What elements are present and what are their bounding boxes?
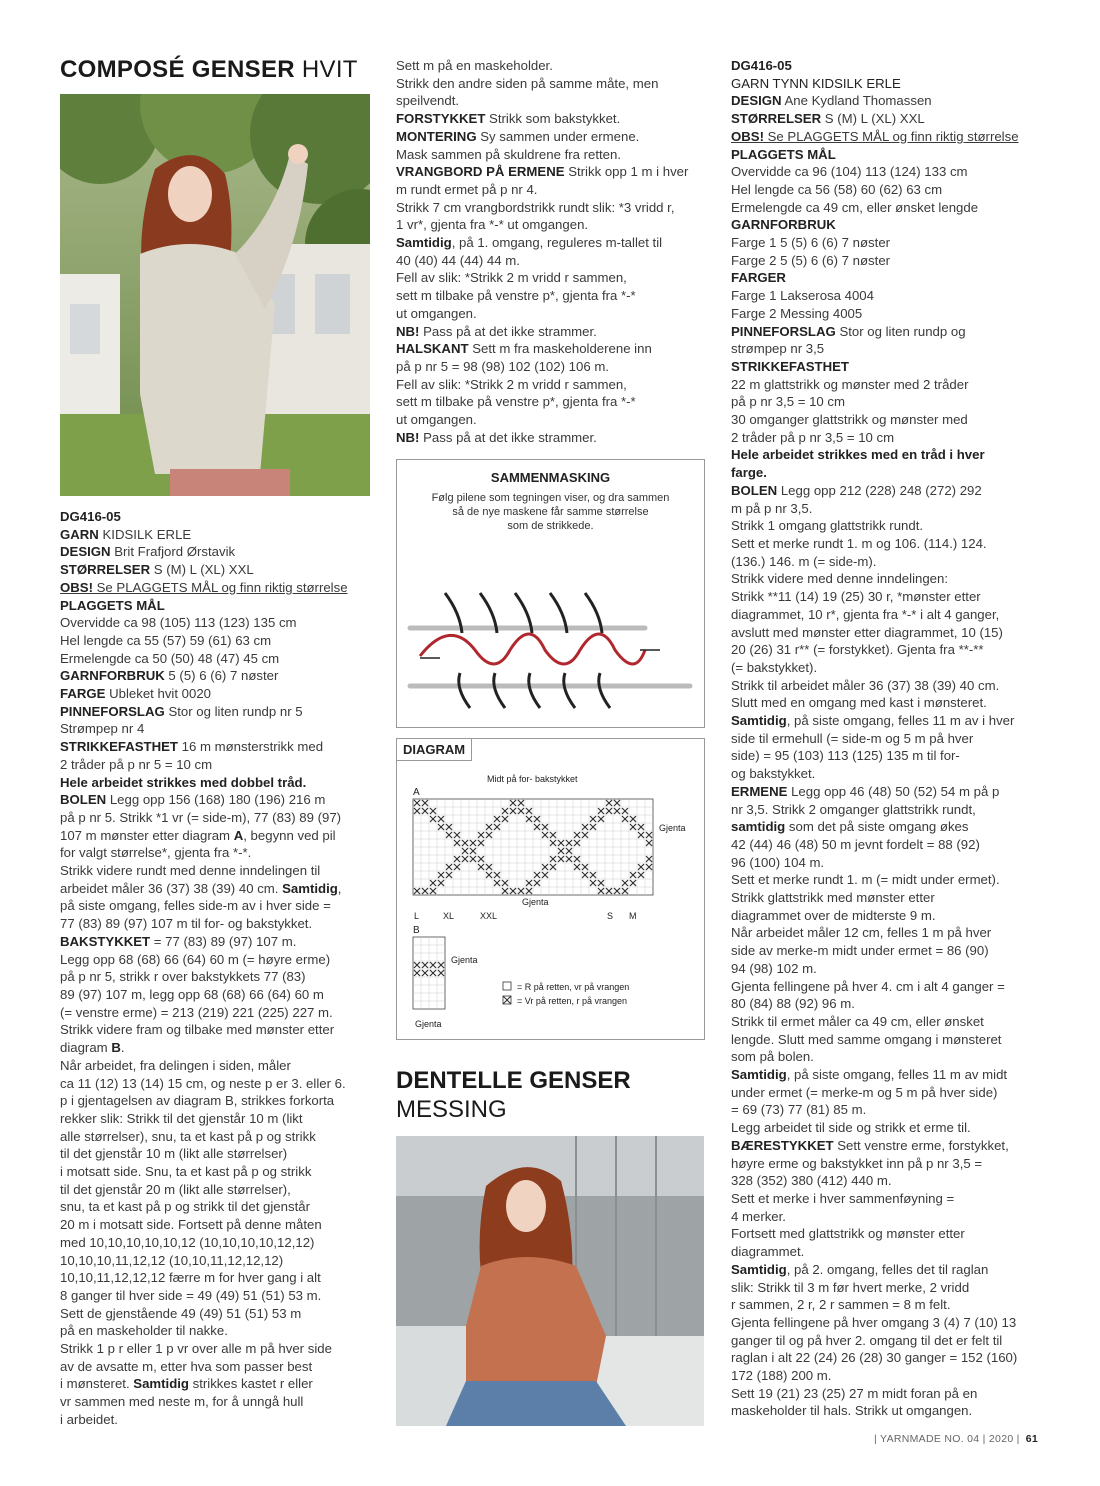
cuff-line: m rundt ermet på p nr 4. bbox=[396, 181, 538, 197]
grafting-yarn bbox=[420, 634, 645, 664]
instruction-line: alle størrelser), snu, ta et kast på p og strikk bbox=[60, 1128, 316, 1144]
yoke-line: BÆRESTYKKET Sett venstre erme, forstykket, bbox=[731, 1137, 1009, 1153]
body-line: avslutt med mønster etter diagrammet, 10 (15) bbox=[731, 624, 1003, 640]
assembly-line: MONTERING Sy sammen under ermene. bbox=[396, 128, 640, 144]
measurement-line: Ermelengde ca 49 cm, eller ønsket lengde bbox=[731, 199, 979, 215]
photo-compose-sweater bbox=[60, 94, 370, 496]
sizes-line: STØRRELSER S (M) L (XL) XXL bbox=[731, 111, 925, 127]
neckband-line: HALSKANT Sett m fra maskeholderene inn bbox=[396, 341, 652, 357]
color-line: Farge 2 Messing 4005 bbox=[731, 305, 863, 321]
diagram-mid-label: Midt på for- bakstykket bbox=[487, 774, 578, 784]
grafting-caption-line: så de nye maskene får samme størrelse bbox=[452, 506, 649, 518]
body-line: Strikk **11 (14) 19 (25) 30 r, *mønster etter bbox=[731, 589, 981, 605]
instruction-line: vr sammen med neste m, for å unngå hull bbox=[60, 1394, 304, 1410]
needles-line: PINNEFORSLAG Stor og liten rundp nr 5 bbox=[60, 703, 303, 719]
yoke-line: Sett et merke i hver sammenføyning = bbox=[731, 1191, 955, 1206]
dentelle-title-light: MESSING bbox=[396, 1096, 507, 1123]
back-line: 89 (97) 107 m, legg opp 68 (68) 66 (64) 60 m bbox=[60, 986, 324, 1002]
sleeves-line: 80 (84) 88 (92) 96 m. bbox=[731, 996, 855, 1012]
sleeves-line: Sett et merke rundt 1. m (= midt under ermet). bbox=[731, 872, 1000, 888]
yoke-line: Samtidig, på 2. omgang, felles det til raglan bbox=[731, 1261, 989, 1277]
grafting-title: SAMMENMASKING bbox=[490, 470, 611, 485]
photo-compose-sweater-image bbox=[60, 94, 370, 496]
measurement-line: Ermelengde ca 50 (50) 48 (47) 45 cm bbox=[60, 650, 280, 666]
gauge-line: 2 tråder på p nr 5 = 10 cm bbox=[60, 756, 213, 772]
body-line: 20 (26) 31 r** (= forstykket). Gjenta fra **-** bbox=[731, 642, 984, 658]
sleeves-line: nr 3,5. Strikk 2 omganger glattstrikk rundt, bbox=[731, 801, 976, 817]
body-line: på p nr 5. Strikk *1 vr (= side-m), 77 (83) 89 (97) bbox=[60, 809, 342, 825]
body-line: på siste omgang, felles side-m av i hver side = bbox=[60, 898, 331, 914]
instruction-line: Sett de gjenstående 49 (49) 51 (51) 53 m bbox=[60, 1305, 302, 1321]
yarn-usage-line: GARNFORBRUK 5 (5) 6 (6) 7 nøster bbox=[60, 668, 279, 684]
neckband-line: Fell av slik: *Strikk 2 m vridd r sammen, bbox=[396, 376, 627, 392]
instruction-line: på en maskeholder til nakke. bbox=[60, 1323, 228, 1339]
yoke-line: høyre erme og bakstykket inn på p nr 3,5 = bbox=[731, 1155, 983, 1171]
sleeves-line: ERMENE Legg opp 46 (48) 50 (52) 54 m på p bbox=[731, 783, 1000, 799]
diagram-b-grid bbox=[413, 937, 445, 1009]
note-line: NB! Pass på at det ikke strammer. bbox=[396, 429, 597, 445]
front-line: FORSTYKKET Strikk som bakstykket. bbox=[396, 111, 621, 127]
footer-publication: | YARNMADE NO. 04 | 2020 | bbox=[873, 1433, 1020, 1445]
yoke-line: raglan i alt 22 (24) 26 (28) 30 ganger = 152 (160) bbox=[731, 1350, 1018, 1366]
obs-line: OBS! Se PLAGGETS MÅL og finn riktig størrelse bbox=[731, 128, 1019, 144]
sleeves-line: 96 (100) 104 m. bbox=[731, 854, 825, 870]
instruction-line: i motsatt side. Snu, ta et kast på p og strikk bbox=[60, 1164, 312, 1180]
body-line: Strikk videre rundt med denne inndelingen til bbox=[60, 863, 321, 879]
body-line: for valgt størrelse*, gjenta fra *-*. bbox=[60, 845, 252, 861]
design-line: DESIGN Brit Frafjord Ørstavik bbox=[60, 544, 236, 560]
back-line: Strikk videre fram og tilbake med mønster etter bbox=[60, 1022, 335, 1038]
instruction-line: 10,10,11,12,12,12 færre m for hver gang i alt bbox=[60, 1270, 321, 1286]
yoke-line: r sammen, 2 r, 2 r sammen = 8 m felt. bbox=[731, 1297, 951, 1313]
instruction-line: rekker slik: Strikk til det gjenstår 10 m (likt bbox=[60, 1110, 303, 1126]
gauge-line: STRIKKEFASTHET 16 m mønsterstrikk med bbox=[60, 739, 324, 755]
finish-line: speilvendt. bbox=[396, 93, 460, 109]
measurement-line: Overvidde ca 96 (104) 113 (124) 133 cm bbox=[731, 164, 968, 180]
diagram-b-label: B bbox=[413, 925, 420, 936]
yoke-line: slik: Strikk til 3 m før hvert merke, 2 vridd bbox=[731, 1279, 970, 1295]
body-line: (= bakstykket). bbox=[731, 659, 818, 675]
page-number: 61 bbox=[1025, 1433, 1038, 1445]
yoke-line: ganger til og på hver 2. omgang til det er felt til bbox=[731, 1332, 1003, 1348]
size-label: XL bbox=[443, 911, 455, 921]
yoke-line: Fortsett med glattstrikk og mønster etter bbox=[731, 1226, 965, 1242]
page-footer bbox=[874, 1433, 1038, 1445]
body-line: arbeidet måler 36 (37) 38 (39) 40 cm. Samtidig, bbox=[60, 880, 342, 896]
needles-line: strømpep nr 3,5 bbox=[731, 341, 825, 357]
size-label: L bbox=[414, 911, 420, 921]
sleeves-line: under ermet (= merke-m og 5 m på hver side) bbox=[731, 1084, 998, 1100]
cuff-line: Strikk 7 cm vrangbordstrikk rundt slik: *3 vridd r, bbox=[396, 199, 675, 215]
diagram-box bbox=[396, 738, 705, 1040]
instruction-line: med 10,10,10,10,10,12 (10,10,10,10,12,12) bbox=[60, 1234, 315, 1250]
back-line: Legg opp 68 (68) 66 (64) 60 m (= høyre erme) bbox=[60, 951, 331, 967]
single-yarn-note: Hele arbeidet strikkes med en tråd i hver bbox=[731, 447, 985, 463]
sleeves-line: diagrammet over de midterste 9 m. bbox=[731, 907, 936, 923]
measurements-heading: PLAGGETS MÅL bbox=[60, 597, 165, 613]
sleeves-line: Samtidig, på siste omgang, felles 11 m av midt bbox=[731, 1067, 1008, 1083]
instruction-line: Strikk 1 p r eller 1 p vr over alle m på hver side bbox=[60, 1341, 332, 1357]
single-yarn-note: farge. bbox=[731, 465, 767, 481]
legend-knit-swatch bbox=[503, 982, 511, 990]
yarn-usage-line: Farge 1 5 (5) 6 (6) 7 nøster bbox=[731, 235, 891, 251]
sleeves-line: 94 (98) 102 m. bbox=[731, 960, 817, 976]
body-line: BOLEN Legg opp 212 (228) 248 (272) 292 bbox=[731, 482, 982, 498]
instruction-line: til det gjenstår 10 m (likt alle størrelser) bbox=[60, 1146, 288, 1162]
needles-line: Strømpep nr 4 bbox=[60, 721, 145, 737]
diagram-repeat-label: Gjenta bbox=[659, 823, 686, 833]
instruction-line: Når arbeidet, fra delingen i siden, måler bbox=[60, 1057, 291, 1073]
instruction-line: ca 11 (12) 13 (14) 15 cm, og neste p er 3. eller 6. bbox=[60, 1075, 346, 1091]
measurement-line: Hel lengde ca 56 (58) 60 (62) 63 cm bbox=[731, 181, 943, 197]
sleeves-line: 42 (44) 46 (48) 50 m jevnt fordelt = 88 (92) bbox=[731, 836, 980, 852]
instruction-line: 20 m i motsatt side. Fortsett på denne måten bbox=[60, 1217, 322, 1233]
sleeves-line: side av merke-m midt under ermet = 86 (90) bbox=[731, 943, 989, 959]
yoke-line: 4 merker. bbox=[731, 1208, 786, 1224]
yarn-usage-heading: GARNFORBRUK bbox=[731, 217, 836, 233]
pattern-code: DG416-05 bbox=[60, 509, 121, 524]
neckband-line: sett m tilbake på venstre p*, gjenta fra *-* bbox=[396, 394, 636, 410]
design-line: DESIGN Ane Kydland Thomassen bbox=[731, 93, 932, 109]
gauge-line: 2 tråder på p nr 3,5 = 10 cm bbox=[731, 429, 895, 445]
measurements-heading: PLAGGETS MÅL bbox=[731, 146, 836, 162]
yarn-line: GARN KIDSILK ERLE bbox=[60, 526, 192, 542]
body-line: og bakstykket. bbox=[731, 766, 816, 782]
yoke-line: 172 (188) 200 m. bbox=[731, 1368, 832, 1384]
size-label: XXL bbox=[480, 911, 498, 921]
grafting-caption bbox=[397, 491, 704, 533]
instruction-line: snu, ta et kast på p og strikk til det gjenstår bbox=[60, 1199, 310, 1215]
body-line: side) = 95 (103) 113 (125) 135 m til for- bbox=[731, 748, 960, 764]
yoke-line: maskeholder til hals. Strikk ut omgangen. bbox=[731, 1403, 973, 1419]
assembly-line: Mask sammen på skuldrene fra retten. bbox=[396, 146, 622, 162]
instruction-line: i arbeidet. bbox=[60, 1411, 118, 1427]
body-line: Sett et merke rundt 1. m og 106. (114.) 124. bbox=[731, 535, 987, 551]
obs-line: OBS! Se PLAGGETS MÅL og finn riktig størrelse bbox=[60, 579, 348, 595]
cuff-line: Fell av slik: *Strikk 2 m vridd r sammen, bbox=[396, 270, 627, 286]
measurement-line: Overvidde ca 98 (105) 113 (123) 135 cm bbox=[60, 615, 297, 631]
gauge-line: på p nr 3,5 = 10 cm bbox=[731, 394, 845, 410]
instruction-line: av de avsatte m, etter hva som passer best bbox=[60, 1358, 313, 1374]
sleeves-line: Strikk glattstrikk med mønster etter bbox=[731, 890, 935, 906]
cuff-line: sett m tilbake på venstre p*, gjenta fra *-* bbox=[396, 288, 636, 304]
yoke-line: Sett 19 (21) 23 (25) 27 m midt foran på en bbox=[731, 1385, 978, 1401]
sleeves-line: lengde. Slutt med samme omgang i mønsteret bbox=[731, 1031, 1002, 1047]
sleeves-line: Strikk til ermet måler ca 49 cm, eller ønsket bbox=[731, 1013, 984, 1029]
color-line: FARGE Ubleket hvit 0020 bbox=[60, 686, 212, 702]
pattern-code: DG416-05 bbox=[731, 58, 792, 73]
diagram-a-label: A bbox=[413, 787, 420, 798]
body-line: diagrammet, 10 r*, gjenta fra *-* i alt 4 ganger, bbox=[731, 606, 1000, 622]
legend-purl-swatch bbox=[503, 996, 511, 1004]
diagram-size-labels bbox=[414, 911, 637, 921]
yoke-line: Gjenta fellingene på hver omgang 3 (4) 7 (10) 13 bbox=[731, 1314, 1017, 1330]
dentelle-title-bold: DENTELLE GENSER bbox=[396, 1067, 631, 1094]
yoke-line: 328 (352) 380 (412) 440 m. bbox=[731, 1173, 892, 1189]
instruction-line: i mønsteret. Samtidig strikkes kastet r eller bbox=[60, 1376, 313, 1392]
double-yarn-note: Hele arbeidet strikkes med dobbel tråd. bbox=[60, 774, 307, 790]
sleeves-line: = 69 (73) 77 (81) 85 m. bbox=[731, 1102, 867, 1118]
body-line: m på p nr 3,5. bbox=[731, 500, 813, 516]
article-title: COMPOSÉ GENSER HVIT bbox=[60, 56, 358, 83]
gauge-line: 30 omganger glattstrikk og mønster med bbox=[731, 412, 968, 428]
size-label: M bbox=[629, 911, 637, 921]
body-line: side til ermehull (= side-m og 5 m på hver bbox=[731, 730, 974, 746]
sleeves-line: Gjenta fellingene på hver 4. cm i alt 4 ganger = bbox=[731, 978, 1005, 994]
legend-knit-label: = R på retten, vr på vrangen bbox=[517, 982, 630, 992]
diagram-chart bbox=[397, 767, 702, 1037]
diagram-a-grid bbox=[413, 799, 653, 895]
body-line: Samtidig, på siste omgang, felles 11 m av i hver bbox=[731, 713, 1015, 729]
yarn-usage-line: Farge 2 5 (5) 6 (6) 7 nøster bbox=[731, 252, 891, 268]
grafting-illustration-box bbox=[396, 459, 705, 728]
dentelle-title bbox=[396, 1066, 631, 1124]
middle-body bbox=[396, 57, 696, 446]
cuff-line: ut omgangen. bbox=[396, 305, 477, 321]
diagram-title: DIAGRAM bbox=[397, 739, 472, 761]
body-line: Slutt med en omgang med kast i mønsteret. bbox=[731, 695, 987, 711]
back-line: på p nr 5, strikk r over bakstykkets 77 (83) bbox=[60, 969, 306, 985]
body-line: BOLEN Legg opp 156 (168) 180 (196) 216 m bbox=[60, 792, 326, 808]
instruction-line: p i gjentagelsen av diagram B, strikkes forkorta bbox=[60, 1093, 335, 1109]
back-line: BAKSTYKKET = 77 (83) 89 (97) 107 m. bbox=[60, 933, 297, 949]
diagram-b-repeat-label: Gjenta bbox=[451, 955, 478, 965]
grafting-caption-line: Følg pilene som tegningen viser, og dra sammen bbox=[431, 492, 670, 504]
sleeves-line: Legg arbeidet til side og strikk et erme til. bbox=[731, 1120, 971, 1136]
bottom-loops bbox=[459, 673, 610, 708]
body-line: Strikk 1 omgang glattstrikk rundt. bbox=[731, 518, 924, 534]
gauge-line: 22 m glattstrikk og mønster med 2 tråder bbox=[731, 376, 969, 392]
sleeves-line: samtidig som det på siste omgang økes bbox=[731, 819, 969, 835]
photo-dentelle-sweater-image bbox=[396, 1136, 704, 1426]
sleeves-line: Når arbeidet måler 12 cm, felles 1 m på hver bbox=[731, 925, 992, 941]
sizes-line: STØRRELSER S (M) L (XL) XXL bbox=[60, 562, 254, 578]
article2-body bbox=[731, 57, 1051, 1420]
size-label: S bbox=[607, 911, 614, 921]
body-line: Strikk til arbeidet måler 36 (37) 38 (39) 40 cm. bbox=[731, 677, 1000, 693]
cuff-line: Samtidig, på 1. omgang, reguleres m-tallet til bbox=[396, 235, 663, 251]
article1-body bbox=[60, 508, 380, 1429]
legend-purl-label: = Vr på retten, r på vrangen bbox=[517, 996, 627, 1006]
yoke-line: diagrammet. bbox=[731, 1244, 805, 1260]
cuff-line: 40 (40) 44 (44) 44 m. bbox=[396, 252, 520, 268]
cuff-line: 1 vr*, gjenta fra *-* ut omgangen. bbox=[396, 217, 589, 233]
body-line: 107 m mønster etter diagram A, begynn ved pil bbox=[60, 827, 336, 843]
finish-line: Strikk den andre siden på samme måte, men bbox=[396, 75, 659, 91]
note-line: NB! Pass på at det ikke strammer. bbox=[396, 323, 597, 339]
direction-arrows bbox=[420, 650, 660, 658]
yarn-line: GARN TYNN KIDSILK ERLE bbox=[731, 75, 901, 91]
instruction-line: 8 ganger til hver side = 49 (49) 51 (51) 53 m. bbox=[60, 1287, 322, 1303]
diagram-b-repeat-label: Gjenta bbox=[415, 1019, 442, 1029]
gauge-heading: STRIKKEFASTHET bbox=[731, 358, 849, 374]
body-line: 77 (83) 89 (97) 107 m til for- og bakstykket. bbox=[60, 916, 313, 932]
neckband-line: på p nr 5 = 98 (98) 102 (102) 106 m. bbox=[396, 358, 609, 374]
body-line: (136.) 146. m (= side-m). bbox=[731, 553, 877, 569]
back-line: (= venstre erme) = 213 (219) 221 (225) 227 m. bbox=[60, 1004, 333, 1020]
finish-line: Sett m på en maskeholder. bbox=[396, 58, 553, 73]
sleeves-line: som på bolen. bbox=[731, 1049, 814, 1065]
measurement-line: Hel lengde ca 55 (57) 59 (61) 63 cm bbox=[60, 632, 272, 648]
grafting-caption-line: som de strikkede. bbox=[507, 520, 594, 532]
cuff-line: VRANGBORD PÅ ERMENE Strikk opp 1 m i hver bbox=[396, 164, 689, 180]
color-line: Farge 1 Lakserosa 4004 bbox=[731, 288, 874, 304]
grafting-drawing bbox=[400, 578, 700, 718]
instruction-line: til det gjenstår 20 m (likt alle størrelser), bbox=[60, 1181, 291, 1197]
neckband-line: ut omgangen. bbox=[396, 412, 477, 428]
needles-line: PINNEFORSLAG Stor og liten rundp og bbox=[731, 323, 966, 339]
photo-dentelle-sweater bbox=[396, 1136, 704, 1426]
back-line: diagram B. bbox=[60, 1040, 125, 1056]
diagram-repeat-label: Gjenta bbox=[522, 897, 549, 907]
instruction-line: 10,10,10,11,12,12 (10,10,11,12,12,12) bbox=[60, 1252, 284, 1268]
body-line: Strikk videre med denne inndelingen: bbox=[731, 571, 948, 587]
colors-heading: FARGER bbox=[731, 270, 786, 286]
